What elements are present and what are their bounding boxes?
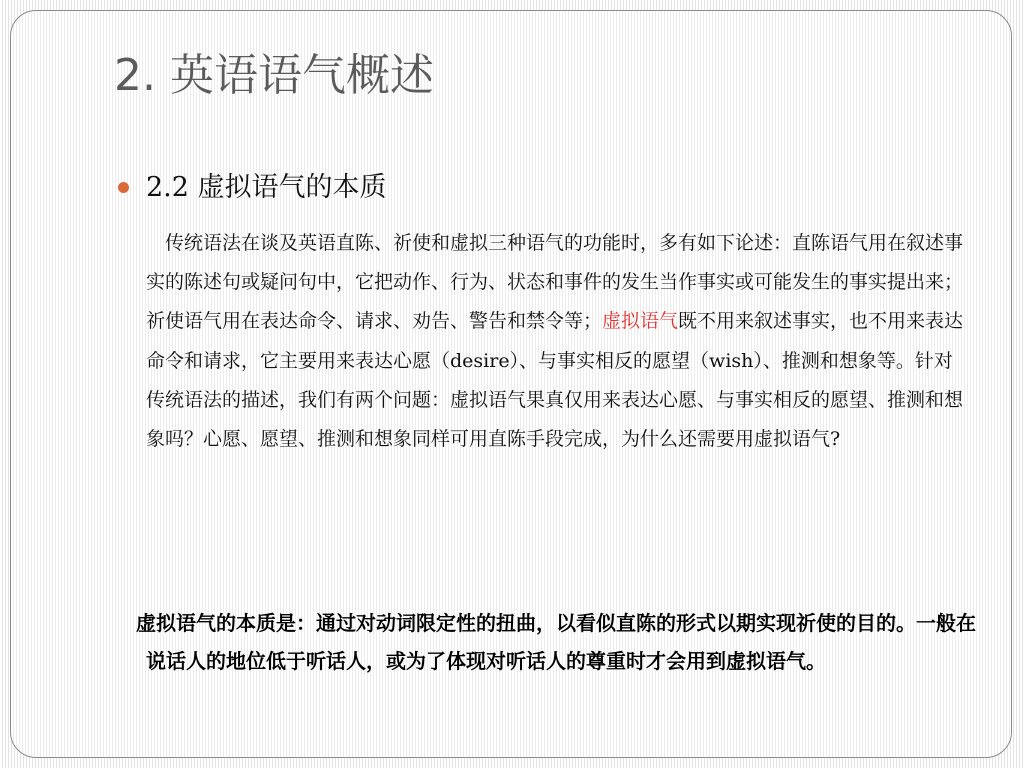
body-paragraph bbox=[146, 224, 966, 459]
paragraph-text-end: 既不用来叙述事实，也不用来表达命令和请求，它主要用来表达心愿（desire）、与事实相反的愿望（wish）、推测和想象等。针对传统语法的描述，我们有两个问题：虚拟语气果真仅用来表达心愿、与事实相反的愿望、推测和想象吗？心愿、愿望、推测和想象同样可用直陈手段完成，为什么还需要用虚拟语气? bbox=[146, 310, 964, 451]
summary-statement: 虚拟语气的本质是：通过对动词限定性的扭曲，以看似直陈的形式以期实现祈使的目的。一般在说话人的地位低于听话人，或为了体现对听话人的尊重时才会用到虚拟语气。 bbox=[136, 611, 976, 673]
bullet-heading: 2.2 虚拟语气的本质 bbox=[146, 172, 387, 203]
slide-title: 2. 英语语气概述 bbox=[114, 50, 434, 101]
paragraph-text-start: 传统语法在谈及英语直陈、祈使和虚拟三种语气的功能时，多有如下论述：直陈语气用在叙述事实的陈述句或疑问句中，它把动作、行为、状态和事件的发生当作事实或可能发生的事实提出来；祈使语气用在表达命令、请求、劝告、警告和禁令等； bbox=[146, 232, 964, 333]
bullet-dot-icon bbox=[118, 182, 129, 193]
highlighted-term: 虚拟语气 bbox=[602, 310, 679, 333]
